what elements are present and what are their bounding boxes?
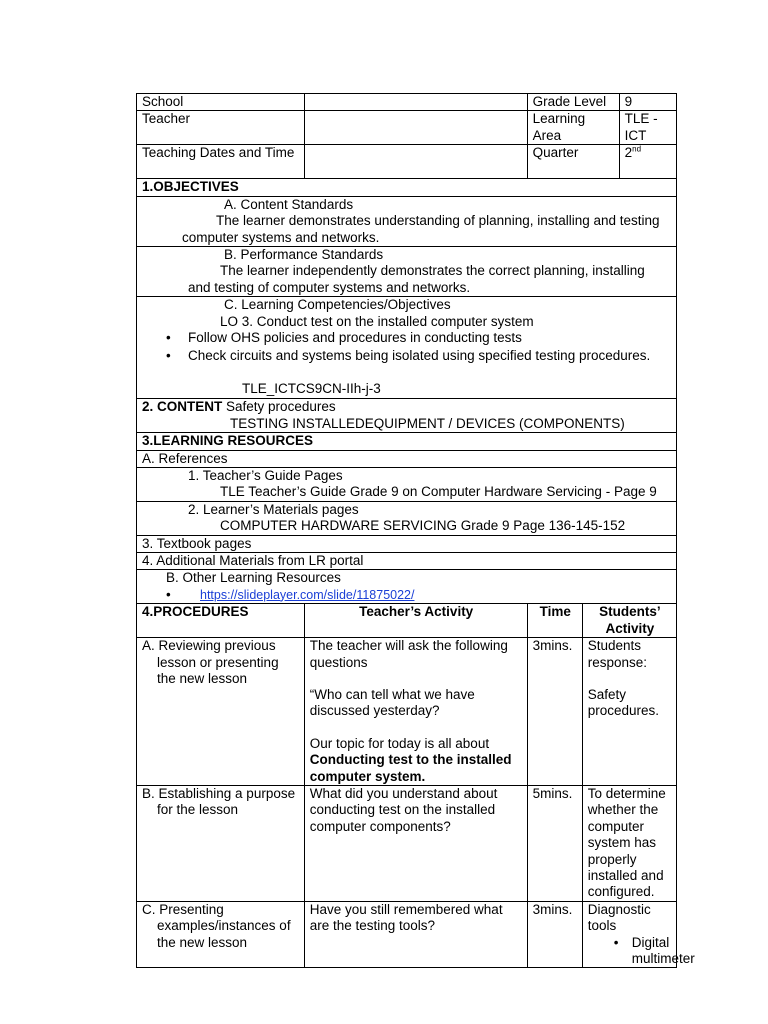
content-label: 2. CONTENT <box>142 399 223 415</box>
objectives-heading: 1.OBJECTIVES <box>137 179 677 196</box>
dates-label: Teaching Dates and Time <box>137 145 305 179</box>
other-resources-cell <box>137 570 677 604</box>
lesson-plan-table <box>136 93 695 968</box>
activity-time: 3mins. <box>527 638 582 786</box>
students-activity: To determine whether the computer system has properly installed and configured. <box>582 786 676 902</box>
quarter-cell <box>527 145 676 179</box>
school-label: School <box>137 94 305 111</box>
procedures-heading: 4.PROCEDURES <box>137 604 305 638</box>
teacher-activity-text: The teacher will ask the following questions <box>309 638 508 670</box>
procedures-header-row <box>137 604 677 638</box>
references-label: A. References <box>137 450 677 467</box>
performance-standards-title: B. Performance Standards <box>224 247 384 263</box>
teacher-activity-topic: Conducting test to the installed computer system. <box>309 752 512 784</box>
other-resources-label: B. Other Learning Resources <box>166 570 341 586</box>
col-teacher-activity: Teacher’s Activity <box>304 604 527 638</box>
lo-text: LO 3. Conduct test on the installed computer system <box>220 313 534 329</box>
grade-level-label: Grade Level <box>528 94 620 110</box>
resource-bullet <box>142 587 672 603</box>
procedure-step: A. Reviewing previous lesson or presenting the new lesson <box>137 638 305 786</box>
procedure-step: C. Presenting examples/instances of the new lesson <box>137 901 305 968</box>
content-cell <box>137 399 677 433</box>
performance-standards-line2: and testing of computer systems and networks. <box>188 279 471 295</box>
content-text: Safety procedures <box>226 399 336 415</box>
lm-title: 2. Learner’s Materials pages <box>188 501 359 517</box>
learning-area-value: TLE -ICT <box>624 111 658 143</box>
students-activity-text: Diagnostic tools <box>587 901 651 934</box>
lm-value: COMPUTER HARDWARE SERVICING Grade 9 Page 136-145-152 <box>220 518 626 534</box>
col-time: Time <box>527 604 582 638</box>
content-standards-line2: computer systems and networks. <box>182 229 380 245</box>
textbook-label: 3. Textbook pages <box>137 535 677 552</box>
activity-time: 3mins. <box>527 901 582 968</box>
tg-title: 1. Teacher’s Guide Pages <box>188 467 343 483</box>
lm-cell <box>137 501 677 535</box>
teacher-activity-text: Our topic for today is all about <box>309 735 490 751</box>
teacher-value <box>304 111 527 145</box>
content-standards-cell <box>137 196 677 246</box>
dates-row <box>137 145 677 179</box>
competencies-cell <box>137 297 677 399</box>
quarter-label: Quarter <box>528 145 620 178</box>
competencies-title: C. Learning Competencies/Objectives <box>224 297 451 313</box>
dates-value <box>304 145 527 179</box>
content-standards-title: A. Content Standards <box>224 196 354 212</box>
objective-bullet: • Check circuits and systems being isolated using specified testing procedures. <box>142 348 672 364</box>
col-students-activity: Students’ Activity <box>582 604 676 638</box>
procedure-row <box>137 901 677 968</box>
tg-value: TLE Teacher’s Guide Grade 9 on Computer Hardware Servicing - Page 9 <box>220 484 657 500</box>
competency-code: TLE_ICTCS9CN-IIh-j-3 <box>242 380 381 396</box>
resources-heading: 3.LEARNING RESOURCES <box>137 433 677 450</box>
quarter-superscript: nd <box>632 144 642 154</box>
activity-time: 5mins. <box>527 786 582 902</box>
teacher-activity: What did you understand about conducting test on the installed computer components? <box>304 786 527 902</box>
performance-standards-cell <box>137 247 677 297</box>
content-subtext: TESTING INSTALLEDEQUIPMENT / DEVICES (COMPONENTS) <box>230 415 625 431</box>
procedure-row <box>137 638 677 786</box>
school-row <box>137 94 677 111</box>
additional-label: 4. Additional Materials from LR portal <box>137 552 677 569</box>
school-value <box>304 94 527 111</box>
procedure-step: B. Establishing a purpose for the lesson <box>137 786 305 902</box>
resource-link[interactable]: https://slideplayer.com/slide/11875022/ <box>200 587 415 602</box>
tg-cell <box>137 467 677 501</box>
content-standards-line1: The learner demonstrates understanding of planning, installing and testing <box>216 213 660 229</box>
students-activity-text: Students response: <box>587 638 648 670</box>
teacher-activity <box>304 638 527 786</box>
teacher-label: Teacher <box>137 111 305 145</box>
students-activity <box>582 638 676 786</box>
grade-level-value: 9 <box>624 94 633 109</box>
students-activity-text: Safety procedures. <box>587 686 660 719</box>
objective-bullet: • Follow OHS policies and procedures in conducting tests <box>142 330 672 346</box>
students-activity-bullet: • Digital multimeter <box>588 935 672 968</box>
teacher-activity: Have you still remembered what are the testing tools? <box>304 901 527 968</box>
performance-standards-line1: The learner independently demonstrates the correct planning, installing <box>220 263 645 279</box>
quarter-value: 2nd <box>624 144 642 161</box>
learning-area-label: Learning Area <box>528 111 620 144</box>
teacher-row <box>137 111 677 145</box>
learning-area-cell <box>527 111 676 145</box>
students-activity <box>582 901 695 968</box>
teacher-activity-text: “Who can tell what we have discussed yesterday? <box>309 686 475 719</box>
grade-level-cell <box>527 94 676 111</box>
procedure-row <box>137 786 677 902</box>
